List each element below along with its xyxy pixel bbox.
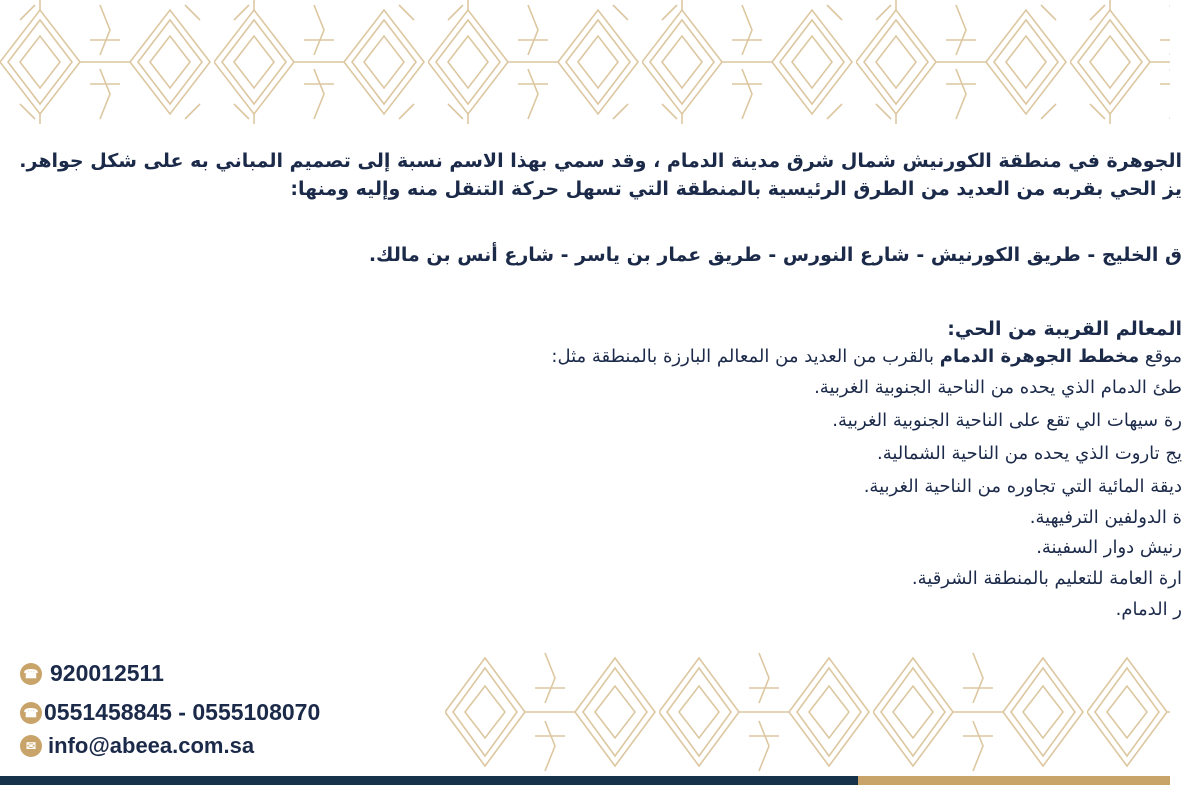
landmark-item: طئ الدمام الذي يحده من الناحية الجنوبية الغربية. (814, 377, 1182, 398)
top-decorative-pattern (0, 0, 1170, 124)
footer-bar-dark (0, 776, 858, 785)
paragraph-roads-intro: يز الحي بقربه من العديد من الطرق الرئيسية بالمنطقة التي تسهل حركة التنقل منه وإليه ومنها: (290, 178, 1182, 200)
landmark-item: يج تاروت الذي يحده من الناحية الشمالية. (877, 443, 1182, 464)
landmarks-intro-prefix: موقع (1144, 346, 1182, 367)
landmark-item: رة سيهات الي تقع على الناحية الجنوبية الغربية. (832, 410, 1182, 431)
landmark-item: رنيش دوار السفينة. (1036, 537, 1182, 558)
email-address[interactable]: info@abeea.com.sa (48, 733, 255, 758)
landmarks-intro (551, 344, 1182, 370)
mobile-numbers[interactable]: 0551458845 - 0555108070 (44, 699, 321, 725)
paragraph-intro: الجوهرة في منطقة الكورنيش شمال شرق مدينة الدمام ، وقد سمي بهذا الاسم نسبة إلى تصميم المباني به على شكل جواهر. (19, 150, 1182, 172)
landmarks-intro-rest: بالقرب من العديد من المعالم البارزة بالمنطقة مثل: (551, 346, 935, 367)
top-pattern-svg (0, 0, 1170, 124)
landmark-item: ة الدولفين الترفيهية. (1029, 507, 1182, 528)
landmarks-intro-bold: مخطط الجوهرة الدمام (939, 346, 1140, 367)
bottom-pattern-svg (445, 648, 1170, 776)
phone-icon: ☎ (20, 702, 42, 724)
landmark-item: ديقة المائية التي تجاوره من الناحية الغربية. (863, 476, 1182, 497)
footer-bar-gold (858, 776, 1170, 785)
mobile-row (20, 699, 320, 726)
phone-icon: ☎ (20, 663, 42, 685)
roads-list: ق الخليج - طريق الكورنيش - شارع النورس - طريق عمار بن ياسر - شارع أنس بن مالك. (368, 244, 1182, 266)
bottom-decorative-pattern (445, 648, 1170, 776)
phone-number[interactable]: 920012511 (50, 660, 164, 686)
landmarks-heading: المعالم القريبة من الحي: (947, 318, 1182, 340)
phone-row (20, 660, 164, 687)
mail-icon: ✉ (20, 735, 42, 757)
landmark-item: ارة العامة للتعليم بالمنطقة الشرقية. (911, 568, 1182, 589)
landmark-item: ر الدمام. (1115, 599, 1182, 620)
email-row (20, 733, 254, 759)
